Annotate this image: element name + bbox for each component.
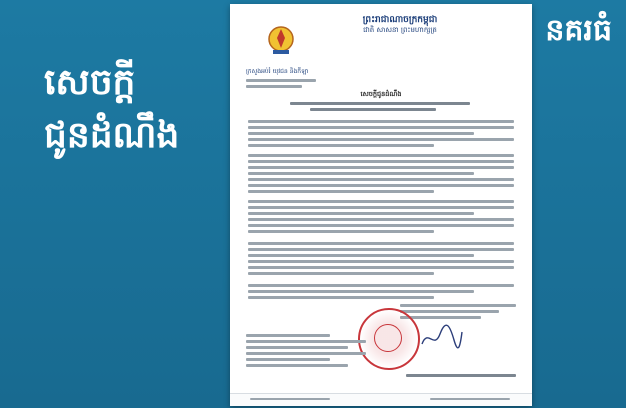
date-signature-lines: [400, 304, 516, 322]
signatory-name-line: [406, 374, 516, 380]
ministry-emblem-icon: [266, 24, 296, 56]
announcement-document: [230, 4, 532, 406]
recipients-list: [246, 334, 366, 370]
headline-line-1: សេចក្តី: [44, 62, 136, 103]
document-footer: [230, 393, 532, 406]
body-paragraph-5: [248, 284, 514, 302]
headline: [44, 60, 214, 166]
body-paragraph-4: [248, 242, 514, 278]
signature-icon: [420, 322, 464, 352]
sender-ministry: ក្រសួងអប់រំ យុវជន និងកីឡា: [246, 68, 309, 75]
kingdom-heading: ព្រះរាជាណាចក្រកម្ពុជា: [362, 15, 438, 25]
headline-line-2: ជូនដំណឹង: [44, 115, 180, 156]
body-paragraph-1: [248, 120, 514, 150]
official-stamp-icon: [358, 308, 420, 370]
body-paragraph-2: [248, 154, 514, 196]
national-motto: ជាតិ សាសនា ព្រះមហាក្សត្រ: [363, 26, 437, 34]
body-paragraph-3: [248, 200, 514, 236]
subject-lines: [290, 102, 470, 114]
sender-block: [246, 68, 316, 91]
document-title: សេចក្តីជូនដំណឹង: [360, 90, 402, 98]
brand-logo-text: នគរធំ: [545, 13, 612, 48]
